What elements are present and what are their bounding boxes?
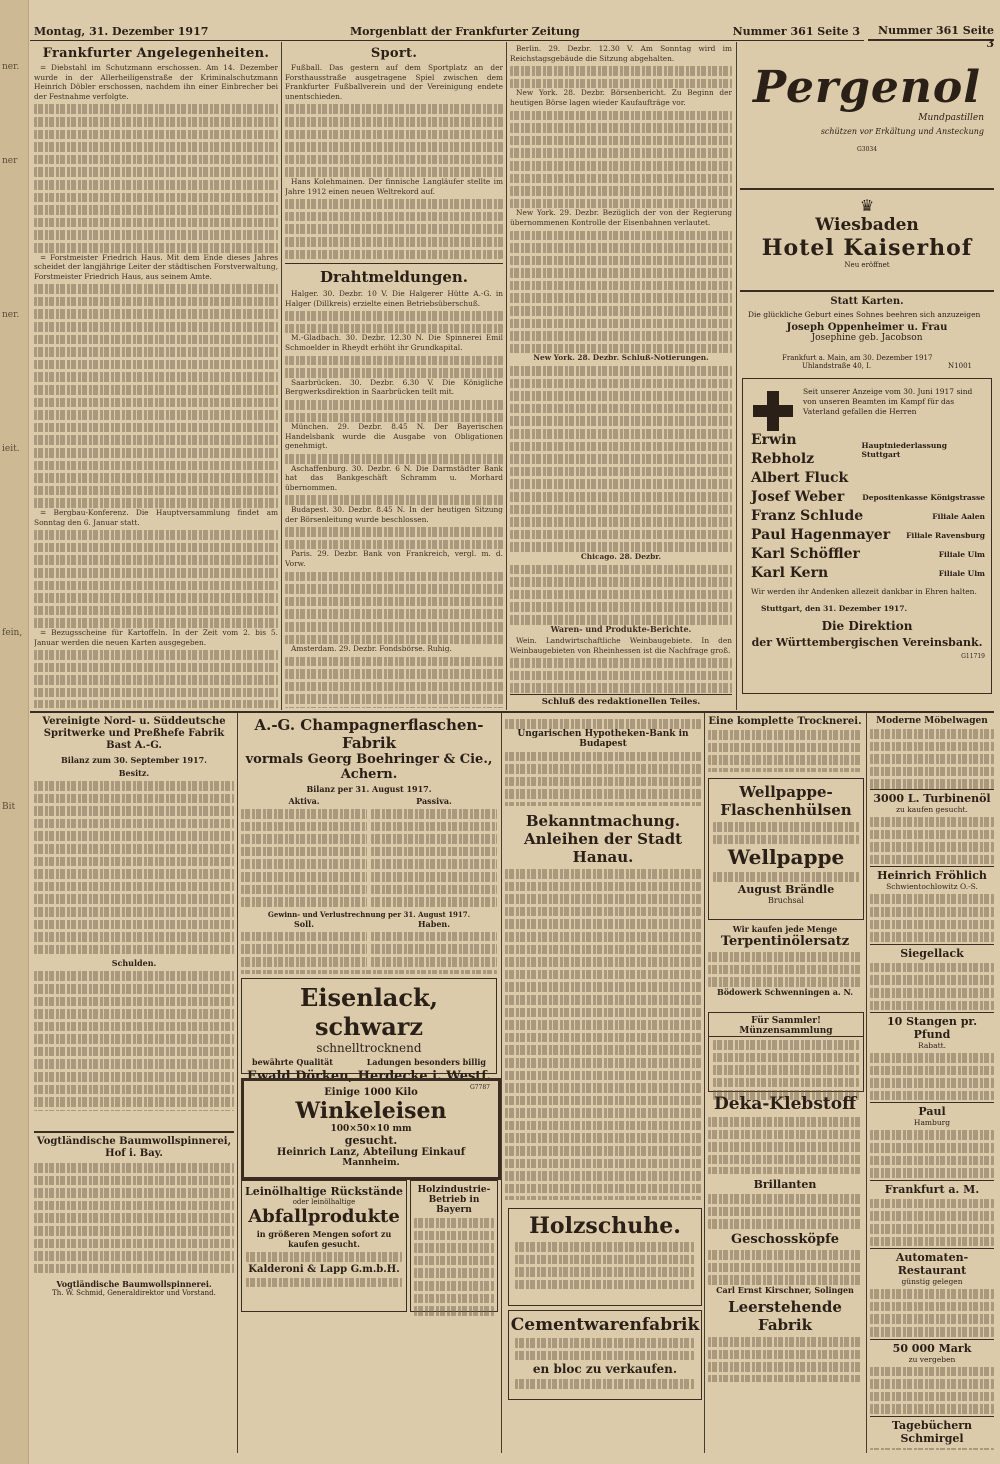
small-ad-subline: Schwientochlowitz O.-S. — [886, 882, 978, 892]
buyer-firm: Heinrich Lanz, Abteilung Einkauf — [276, 1147, 466, 1158]
terpentin-ad — [708, 924, 862, 1008]
product-name: Wellpappe- — [739, 783, 833, 801]
product-name: Eisenlack, schwarz — [300, 983, 438, 1041]
ad-headline: Für Sammler! Münzensammlung — [709, 1016, 863, 1037]
small-ad-headline: 3000 L. Turbinenöl — [873, 791, 991, 805]
wellpappe-ad — [708, 778, 864, 920]
announcement-place: Frankfurt a. Main, am 30. Dezember 1917 — [782, 354, 933, 362]
product-name: Winkeleisen — [295, 1098, 447, 1124]
spine-word: fein, — [2, 628, 23, 638]
left-spine-strip — [0, 0, 29, 1464]
vogtland-ad — [34, 1136, 234, 1452]
small-ad — [870, 1416, 994, 1450]
fallen-entry — [751, 431, 985, 469]
column-rule — [281, 42, 282, 710]
small-ad-headline: Automaten-Restaurant — [895, 1251, 969, 1278]
fallen-entry — [751, 469, 985, 488]
ad-subtitle: Mundpastillen — [918, 113, 984, 123]
article-paragraph: Amsterdam. 29. Dezbr. Fondsbörse. Ruhig. — [291, 644, 452, 654]
buyer-firm: Kalderoni & Lapp G.m.b.H. — [248, 1263, 400, 1275]
article-paragraph: Halger. 30. Dezbr. 10 V. Die Halgerer Hütte A.-G. in Halger (Dillkreis) erzielte einen Betriebsüberschuß. — [285, 289, 503, 308]
article-paragraph: = Bergbau-Konferenz. Die Hauptversammlung findet am Sonntag den 6. Januar statt. — [34, 507, 278, 527]
small-ad-headline: Frankfurt a. M. — [884, 1182, 980, 1196]
birth-announcement-footer — [742, 354, 992, 372]
article-paragraph: = Bezugsscheine für Kartoffeln. In der Zeit vom 2. bis 5. Januar werden die neuen Karten ausgegeben. — [34, 627, 278, 647]
product-name: Flaschenhülsen — [720, 801, 852, 819]
quantity-line: Einige 1000 Kilo — [324, 1087, 418, 1098]
fallen-name: Paul Hagenmayer — [751, 527, 891, 543]
manufacturer: August Brändle — [737, 882, 835, 896]
article-paragraph: Paris. 29. Dezbr. Bank von Frankreich, vergl. m. d. Vorw. — [285, 549, 503, 568]
product-name: Abfallprodukte — [248, 1206, 400, 1227]
small-ads-column — [870, 716, 994, 1450]
fallen-branch: Filiale Ravensburg — [906, 531, 985, 540]
announcement-address: Uhlandstraße 40, I. — [802, 362, 872, 370]
announcement-text: Die glückliche Geburt eines Sohnes beehren sich anzuzeigen — [748, 310, 981, 319]
abfall-ad — [241, 1180, 407, 1312]
column-rule — [506, 42, 507, 710]
fallen-branch: Filiale Ulm — [938, 569, 985, 578]
geschoss-ad — [708, 1232, 862, 1296]
buyer-firm: Bödowerk Schwenningen a. N. — [716, 986, 854, 997]
ad-rule — [740, 290, 994, 292]
manufacturer: Carl Ernst Kirschner, Solingen — [716, 1284, 854, 1295]
product-name: Terpentinölersatz — [720, 934, 850, 949]
announcement-title: Statt Karten. — [830, 296, 904, 307]
fallen-entry — [751, 564, 985, 583]
memorial-signature-bank: der Württembergischen Vereinsbank. — [751, 636, 983, 649]
fallen-name: Franz Schlude — [751, 508, 864, 524]
ad-code: G11719 — [961, 653, 985, 660]
ad-headline: Brillanten — [753, 1178, 817, 1191]
right-ads-list — [870, 789, 994, 1450]
spine-word: Bit — [2, 802, 16, 812]
fallen-entry — [751, 488, 985, 507]
fallen-name: Karl Schöffler — [751, 546, 860, 562]
spritwerke-balance-ad — [34, 716, 234, 1111]
small-ad-headline: 50 000 Mark — [892, 1341, 972, 1355]
section-divider — [30, 711, 994, 713]
small-ad-headline: Siegellack — [900, 946, 964, 960]
article-paragraph: Aschaffenburg. 30. Dezbr. 6 N. Die Darmstädter Bank hat das Bankgeschäft Schramm u. Morhard übernommen. — [285, 463, 503, 492]
product-name: Deka-Klebstoff — [713, 1094, 857, 1114]
column-rule — [704, 713, 705, 1453]
article-paragraph: New York. 29. Dezbr. Bezüglich der von der Regierung übernommenen Kontrolle der Eisenbahnen verlautet. — [510, 208, 732, 227]
page-number: Nummer 361 Seite 3 — [732, 25, 860, 38]
small-ad — [870, 944, 994, 1012]
article-paragraph: Fußball. Das gestern auf dem Sportplatz an der Forsthausstraße ausgetragene Spiel zwischen dem Frankfurter Fußballverein und der Vereinigung endete unentschieden. — [285, 63, 503, 101]
ad-subline: en bloc zu verkaufen. — [532, 1362, 678, 1377]
article-paragraph: Berlin. 29. Dezbr. 12.30 V. Am Sonntag wird im Reichstagsgebäude die Sitzung abgehalten. — [510, 44, 732, 63]
kaiserhof-ad — [742, 196, 992, 288]
memorial-outro: Wir werden ihr Andenken allezeit dankbar in Ehren halten. — [751, 587, 977, 596]
ungarn-bank-notice — [505, 716, 701, 806]
eisenlack-ad — [241, 978, 497, 1091]
hanau-notice — [505, 812, 701, 1200]
table-heading: New York. 28. Dezbr. Schluß-Notierungen. — [533, 353, 709, 363]
company-subtitle: vormals Georg Boehringer & Cie., — [245, 752, 493, 767]
small-ad-subline: zu vergeben — [908, 1354, 956, 1364]
small-ad-headline: Paul — [918, 1105, 946, 1119]
company-title: Vereinigte Nord- u. Süddeutsche Spritwerke und Preßhefe Fabrik Bast A.-G. — [42, 716, 226, 751]
muenzen-ad — [708, 1012, 864, 1092]
small-ad-headline: Heinrich Fröhlich — [877, 869, 987, 883]
notice-title: Ungarischen Hypotheken-Bank in Budapest — [517, 728, 689, 749]
small-ad-subline: Rabatt. — [918, 1041, 946, 1051]
product-name: Wellpappe — [727, 845, 845, 870]
ad-rule — [740, 188, 994, 190]
zement-ad — [508, 1310, 702, 1400]
fallen-branch: Depositenkasse Königstrasse — [862, 493, 985, 502]
company-signature: Vogtländische Baumwollspinnerei. — [56, 1279, 212, 1290]
brillanten-ad — [708, 1178, 862, 1230]
ad-headline: Moderne Möbelwagen — [876, 716, 988, 726]
fallen-name: Albert Fluck — [751, 470, 849, 486]
announcement-nee: Josephine geb. Jacobson — [811, 333, 923, 343]
product-feature: Ladungen besonders billig — [366, 1057, 486, 1067]
small-ad — [870, 1012, 994, 1102]
column-rule — [501, 713, 502, 1453]
article-paragraph: München. 29. Dezbr. 8.45 N. Der Bayerischen Handelsbank wurde die Ausgabe von Obligationen genehmigt. — [285, 422, 503, 451]
article-paragraph: = Forstmeister Friedrich Haus. Mit dem Ende dieses Jahres scheidet der langjährige Leiter der städtischen Forstverwaltung, Forstmeister Friedrich Haus, aus seinem Amte. — [34, 252, 278, 281]
announcement-names: Joseph Oppenheimer u. Frau — [786, 322, 948, 333]
product-name: Holzschuhe. — [529, 1213, 681, 1239]
ad-code: G3034 — [856, 146, 878, 153]
editorial-end-note: Schluß des redaktionellen Teiles. — [510, 694, 732, 709]
small-ad-subline: zu kaufen gesucht. — [896, 804, 968, 814]
ad-subline: oder leinölhaltige — [292, 1198, 356, 1206]
company-director: Th. W. Schmid, Generaldirektor und Vorstand. — [52, 1289, 216, 1298]
small-ad — [870, 866, 994, 943]
fallen-name: Josef Weber — [751, 489, 845, 505]
spine-word: ner. — [2, 310, 20, 320]
ad-headline: Cementwarenfabrik — [510, 1315, 700, 1335]
fallen-name: Karl Kern — [751, 565, 829, 581]
article-paragraph: New York. 28. Dezbr. Börsenbericht. Zu Beginn der heutigen Börse lagen wieder Kaufaufträge vor. — [510, 88, 732, 107]
crown-icon: ♛ — [859, 196, 875, 215]
article-paragraph: Hans Kolehmainen. Der finnische Langläufer stellte im Jahre 1912 einen neuen Weltrekord auf. — [285, 176, 503, 196]
article-paragraph: = Diebstahl im Schutzmann erschossen. Am 14. Dezember wurde in der Allerheiligenstraße der Kriminalschutzmann Heinrich Döbler erschossen, nachdem ihn einer Einbrecher bei der Festnahme verfolgte. — [34, 63, 278, 101]
issue-date: Montag, 31. Dezember 1917 — [34, 25, 209, 38]
fallen-entry — [751, 526, 985, 545]
masthead-line — [30, 24, 864, 41]
haben-heading: Haben. — [417, 918, 451, 929]
spine-word: ner — [2, 156, 18, 166]
hotel-subtitle: Neu eröffnet — [844, 261, 890, 269]
markets-column — [510, 44, 732, 694]
section-title: Frankfurter Angelegenheiten. — [42, 46, 270, 61]
memorial-date: Stuttgart, den 31. Dezember 1917. — [761, 604, 908, 613]
small-ad — [870, 1339, 994, 1416]
spine-word: ner. — [2, 62, 20, 72]
brand-logo: Pergenol — [753, 62, 981, 113]
company-title: A.-G. Champagnerflaschen-Fabrik — [254, 716, 484, 752]
memorial-intro: Seit unserer Anzeige vom 30. Juni 1917 sind von unseren Beamten im Kampf für das Vaterland gefallen die Herren — [803, 387, 973, 416]
company-city: Achern. — [340, 767, 398, 782]
holzschuhe-ad — [508, 1208, 702, 1306]
fallen-list — [751, 431, 985, 583]
product-feature: bewährte Qualität — [252, 1057, 333, 1067]
article-paragraph: M.-Gladbach. 30. Dezbr. 12.30 N. Die Spinnerei Emil Schmoelder in Rheydt erhöht ihr Grundkapital. — [285, 333, 503, 353]
manufacturer: Ewald Dörken, Herdecke i. Westf. — [247, 1069, 491, 1084]
small-ad — [870, 1180, 994, 1248]
ad-headline: Leinölhaltige Rückstände — [244, 1185, 404, 1198]
fallen-branch: Hauptniederlassung Stuttgart — [861, 441, 947, 459]
ad-code: N1001 — [948, 362, 972, 370]
ad-headline: Eine komplette Trocknerei. — [708, 716, 862, 727]
buyer-city: Mannheim. — [342, 1158, 400, 1168]
fallen-branch: Filiale Aalen — [932, 512, 985, 521]
frankfurt-news-column — [34, 44, 278, 708]
memorial-notice — [742, 378, 992, 694]
trocknerei-ad — [708, 716, 862, 772]
small-ad-subline: Hamburg — [913, 1118, 951, 1128]
champagne-fabrik-ad — [241, 716, 497, 974]
company-title: Vogtländische Baumwollspinnerei, Hof i. Bay. — [36, 1136, 232, 1159]
spine-word: ieit. — [2, 444, 20, 454]
section-title: Drahtmeldungen. — [319, 268, 469, 287]
balance-title: Bilanz zum 30. September 1917. — [61, 755, 207, 765]
liabilities-heading: Schulden. — [111, 958, 157, 969]
hotel-city: Wiesbaden — [815, 215, 919, 235]
ad-headline: Holzindustrie-Betrieb in Bayern — [417, 1185, 491, 1215]
balance-title: Bilanz per 31. August 1917. — [306, 784, 432, 794]
column-rule — [866, 713, 867, 1453]
sport-wire-column — [285, 44, 503, 708]
manufacturer-city: Bruchsal — [768, 895, 804, 905]
klebstoff-ad — [708, 1094, 862, 1174]
ad-body: in größeren Mengen sofort zu kaufen gesucht. — [256, 1229, 392, 1249]
article-paragraph: Budapest. 30. Dezbr. 8.45 N. In der heutigen Sitzung der Börsenleitung wurde beschlossen. — [285, 504, 503, 524]
small-ad — [870, 789, 994, 866]
fallen-name: Erwin Rebholz — [751, 432, 815, 467]
small-ad — [870, 1248, 994, 1338]
column-rule — [736, 42, 737, 710]
fallen-branch: Filiale Ulm — [938, 550, 985, 559]
fallen-entry — [751, 545, 985, 564]
section-title: Sport. — [370, 46, 418, 61]
small-ad — [870, 1102, 994, 1179]
notice-subtitle: Anleihen der Stadt Hanau. — [523, 830, 683, 866]
small-ad-subline: günstig gelegen — [901, 1277, 963, 1287]
memorial-signature: Die Direktion — [821, 619, 913, 633]
article-paragraph: Saarbrücken. 30. Dezbr. 6.30 V. Die Königliche Bergwerksdirektion in Saarbrücken teilt mit. — [285, 377, 503, 397]
birth-announcement — [742, 296, 992, 354]
small-ad-headline: Tagebüchern Schmirgel — [891, 1418, 973, 1445]
passiva-heading: Passiva. — [416, 796, 452, 806]
ad-code: G7787 — [469, 1084, 490, 1091]
notice-title: Bekanntmachung. — [525, 812, 681, 830]
page-number-right: Nummer 361 Seite 3 — [878, 24, 994, 50]
soll-heading: Soll. — [294, 918, 314, 929]
wanted-label: gesucht. — [344, 1134, 398, 1147]
product-size: 100×50×10 mm — [330, 1124, 412, 1134]
small-ad-headline: 10 Stangen pr. Pfund — [886, 1015, 978, 1042]
winkeleisen-ad — [241, 1078, 501, 1180]
fallen-entry — [751, 507, 985, 526]
paper-name: Morgenblatt der Frankfurter Zeitung — [350, 25, 580, 38]
holzindustrie-ad — [410, 1180, 498, 1312]
hotel-name: Hotel Kaiserhof — [761, 235, 973, 261]
article-text — [34, 63, 278, 708]
column-rule — [237, 713, 238, 1453]
iron-cross-icon — [751, 389, 795, 433]
ad-rule — [34, 1131, 234, 1133]
ad-headline: Geschossköpfe — [731, 1232, 839, 1247]
product-subtitle: schnelltrocknend — [316, 1041, 422, 1055]
ad-tagline: schützen vor Erkältung und Ansteckung — [820, 127, 984, 136]
ad-subline: Wir kaufen jede Menge — [732, 924, 838, 934]
table-heading: Chicago. 28. Dezbr. — [580, 551, 662, 561]
fabrik-ad — [708, 1298, 862, 1382]
section-title: Waren- und Produkte-Berichte. — [550, 623, 692, 634]
assets-heading: Besitz. — [118, 768, 150, 778]
ad-headline: Leerstehende Fabrik — [728, 1298, 842, 1334]
pl-title: Gewinn- und Verlustrechnung per 31. August 1917. — [267, 909, 471, 919]
article-paragraph: Wein. Landwirtschaftliche Weinbaugebiete. In den Weinbaugebieten von Rheinhessen ist die Nachfrage groß. — [510, 636, 732, 655]
aktiva-heading: Aktiva. — [288, 796, 320, 806]
pergenol-ad — [742, 44, 992, 184]
